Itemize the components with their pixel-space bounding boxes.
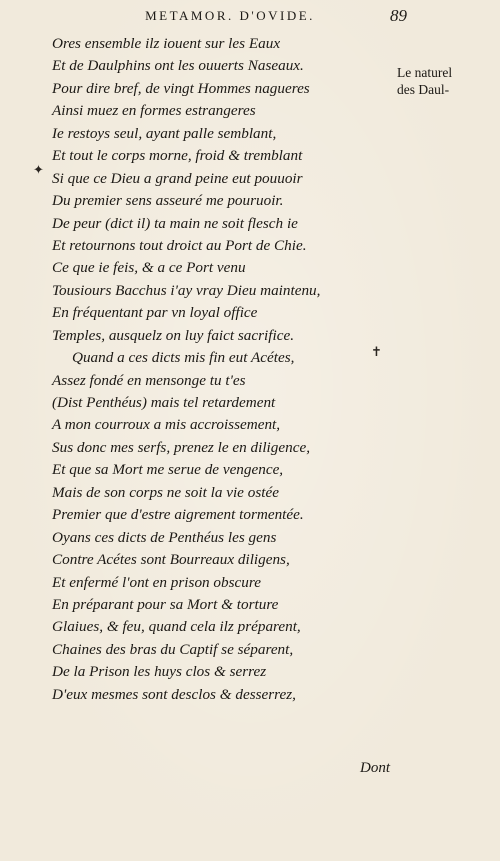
verse-line — [0, 572, 500, 594]
verse-text: Glaiues, & feu, quand cela ilz préparent, — [52, 618, 301, 636]
verse-line — [0, 55, 500, 77]
verse-line — [0, 325, 500, 347]
verse-text: En fréquentant par vn loyal office — [52, 304, 258, 322]
verse-text: Et que sa Mort me serue de vengence, — [52, 461, 284, 479]
verse-line — [0, 504, 500, 526]
verse-text: Chaines des bras du Captif se séparent, — [52, 640, 294, 658]
verse-text: Sus donc mes serfs, prenez le en diligence, — [52, 438, 310, 456]
verse-line — [0, 347, 500, 369]
verse-text: (Dist Penthéus) mais tel retardement — [52, 394, 276, 411]
verse-text: Premier que d'estre aigrement tormentée. — [52, 506, 304, 524]
verse-text: Pour dire bref, de vingt Hommes nagueres — [52, 79, 310, 97]
verse-line — [0, 549, 500, 571]
verse-line — [0, 616, 500, 638]
verse-line — [0, 414, 500, 436]
verse-line — [0, 33, 500, 55]
verse-line — [0, 190, 500, 212]
running-title: METAMOR. D'OVIDE. — [145, 8, 315, 23]
verse-text: Mais de son corps ne soit la vie ostée — [52, 483, 279, 501]
verse-line — [0, 661, 500, 683]
verse-text: Ores ensemble ilz iouent sur les Eaux — [52, 35, 281, 52]
catchword: Dont — [360, 760, 390, 776]
verse-line — [0, 123, 500, 145]
margin-note-line: des Daul- — [397, 82, 450, 97]
verse-text: Quand a ces dicts mis fin eut Acétes, — [72, 349, 295, 367]
verse-line — [0, 213, 500, 235]
verse-text: Ie restoys seul, ayant palle semblant, — [52, 124, 277, 142]
verse-text: De peur (dict il) ta main ne soit flesch ie — [52, 214, 298, 232]
verse-text: Du premier sens asseuré me pouruoir. — [52, 192, 284, 210]
verse-line — [0, 257, 500, 279]
verse-line — [0, 684, 500, 706]
ink-mark-right: ✝ — [371, 345, 382, 360]
verse-line — [0, 594, 500, 616]
verse-line — [0, 437, 500, 459]
verse-line — [0, 639, 500, 661]
verse-text: A mon courroux a mis accroissement, — [52, 416, 281, 434]
verse-text: Ce que ie feis, & a ce Port venu — [52, 259, 246, 277]
verse-line — [0, 280, 500, 302]
verse-block — [0, 33, 500, 706]
verse-line — [0, 235, 500, 257]
verse-line — [0, 168, 500, 190]
verse-text: Si que ce Dieu a grand peine eut pouuoir — [52, 169, 303, 187]
verse-text: Et retournons tout droict au Port de Chie. — [52, 236, 307, 254]
verse-line — [0, 302, 500, 324]
ink-mark-left: ✦ — [33, 163, 44, 178]
verse-text: Et de Daulphins ont les ouuerts Naseaux. — [52, 57, 304, 75]
verse-line — [0, 459, 500, 481]
verse-line — [0, 145, 500, 167]
verse-text: D'eux mesmes sont desclos & desserrez, — [52, 685, 296, 703]
verse-text: Et enfermé l'ont en prison obscure — [52, 573, 261, 591]
verse-line — [0, 370, 500, 392]
verse-line — [0, 100, 500, 122]
verse-text: Tousiours Bacchus i'ay vray Dieu maintenu, — [52, 281, 321, 299]
verse-text: Contre Acétes sont Bourreaux diligens, — [52, 551, 290, 569]
margin-note-line: Le naturel — [397, 65, 453, 80]
verse-line — [0, 482, 500, 504]
page-number: 89 — [390, 6, 407, 25]
verse-line — [0, 527, 500, 549]
verse-text: Assez fondé en mensonge tu t'es — [52, 371, 246, 389]
verse-text: Et tout le corps morne, froid & tremblant — [52, 147, 303, 165]
verse-text: Oyans ces dicts de Penthéus les gens — [52, 528, 277, 546]
verse-text: De la Prison les huys clos & serrez — [52, 663, 267, 681]
verse-text: En préparant pour sa Mort & torture — [52, 595, 279, 613]
verse-line — [0, 392, 500, 414]
verse-text: Ainsi muez en formes estrangeres — [52, 102, 256, 120]
verse-text: Temples, ausquelz on luy faict sacrifice. — [52, 326, 294, 344]
verse-line — [0, 78, 500, 100]
